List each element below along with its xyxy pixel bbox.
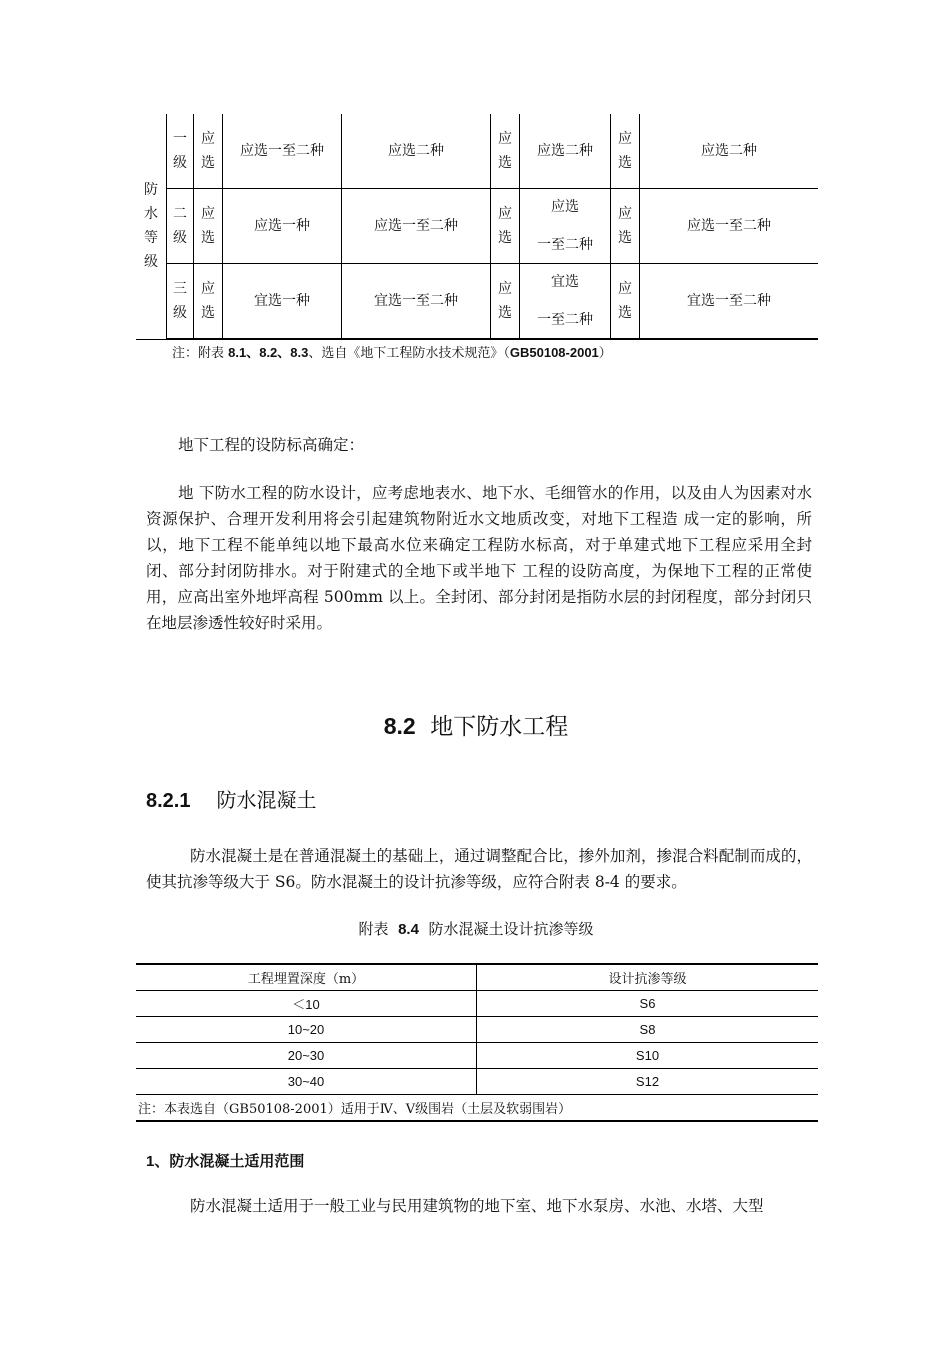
cell-line: 宜选 — [551, 274, 579, 290]
table-cell — [611, 189, 640, 264]
table-cell: 10~20 — [136, 1017, 477, 1043]
paragraph-title: 地下工程的设防标高确定： — [178, 436, 365, 454]
note-code: GB50108-2001 — [509, 345, 599, 360]
section-number: 8.2 — [383, 713, 416, 739]
cell-char: 应 — [201, 206, 215, 222]
note-refs: 8.1、8.2、8.3 — [228, 345, 309, 360]
cell-char: 级 — [173, 230, 187, 246]
table-row — [136, 1069, 818, 1095]
cell-line: 一至二种 — [537, 237, 593, 253]
cell-char: 二 — [173, 206, 187, 222]
note-text: 、选自《地下工程防水技术规范》（ — [308, 346, 510, 361]
cell-char: 应 — [201, 281, 215, 297]
cell-char: 选 — [618, 305, 632, 321]
table-cell — [491, 264, 520, 340]
table-cell — [491, 114, 520, 189]
side-label-char: 防 — [144, 182, 158, 199]
table-cell: 应选二种 — [520, 114, 611, 189]
subsection-title: 防水混凝土 — [216, 788, 317, 812]
table-row — [136, 189, 818, 264]
table-row — [136, 1043, 818, 1069]
table-row — [136, 991, 818, 1017]
table-row — [136, 264, 818, 340]
table-cell: 宜选一至二种 — [342, 264, 491, 340]
list-heading-title: 、防水混凝土适用范围 — [154, 1152, 305, 1170]
column-header: 工程埋置深度（m） — [136, 964, 477, 991]
cell-char: 一 — [173, 131, 187, 147]
side-label-char: 等 — [144, 230, 158, 247]
table-footnote-row — [136, 1095, 818, 1122]
table-cell: 宜选一种 — [223, 264, 342, 340]
table-header-row — [136, 964, 818, 991]
impermeability-grade-table — [136, 963, 818, 1122]
cell-char: 级 — [173, 305, 187, 321]
table-cell: 应选一至二种 — [223, 114, 342, 189]
cell-char: 应 — [618, 281, 632, 297]
cell-char: 选 — [201, 230, 215, 246]
table-cell: S12 — [477, 1069, 819, 1095]
paragraph: 地 下防水工程的防水设计，应考虑地表水、地下水、毛细管水的作用，以及由人为因素对水资源保护、合理开发利用将会引起建筑物附近水文地质改变，对地下工程造 成一定的影响，所以，地下工程不能单纯以地下最高水位来确定工程防水标高，对于单建式地下工程应采用全封闭、部分封闭防排水。对于附建式的全地下或半地下 工程的设防高度，为保地下工程的正常使用，应高出室外地坪高程 500mm 以上。全封闭、部分封闭是指防水层的封闭程度，部分封闭只在地层渗透性较好时采用。 — [146, 484, 812, 632]
cell-char: 应 — [498, 206, 512, 222]
table-cell — [194, 114, 223, 189]
note-prefix: 注：附表 — [172, 346, 229, 361]
paragraph: 防水混凝土适用于一般工业与民用建筑物的地下室、地下水泵房、水池、水塔、大型 — [190, 1197, 764, 1215]
table-cell — [520, 189, 611, 264]
section-title: 地下防水工程 — [430, 714, 569, 740]
table-cell: 应选一种 — [223, 189, 342, 264]
table-cell: 20~30 — [136, 1043, 477, 1069]
table-cell: 应选二种 — [640, 114, 819, 189]
cell-char: 选 — [618, 230, 632, 246]
caption-title: 防水混凝土设计抗渗等级 — [428, 920, 594, 938]
subsection-heading — [146, 784, 316, 813]
table-row — [136, 114, 818, 189]
column-header: 设计抗渗等级 — [477, 964, 819, 991]
table-cell — [611, 114, 640, 189]
section-heading — [0, 708, 952, 741]
table-cell: ＜10 — [136, 991, 477, 1017]
table-cell: 应选二种 — [342, 114, 491, 189]
cell-char: 选 — [498, 155, 512, 171]
table-cell: 应选一至二种 — [640, 189, 819, 264]
cell-char: 应 — [498, 281, 512, 297]
caption-number: 8.4 — [398, 921, 419, 938]
cell-char: 选 — [498, 305, 512, 321]
table-cell: 应选一至二种 — [342, 189, 491, 264]
grade-cell — [167, 264, 194, 340]
table-caption — [0, 918, 952, 939]
table-cell — [194, 264, 223, 340]
table-cell: 宜选一至二种 — [640, 264, 819, 340]
cell-char: 应 — [498, 131, 512, 147]
paragraph: 防水混凝土是在普通混凝土的基础上，通过调整配合比，掺外加剂，掺混合料配制而成的，使其抗渗等级大于 S6。防水混凝土的设计抗渗等级，应符合附表 8-4 的要求。 — [146, 847, 812, 891]
subsection-number: 8.2.1 — [146, 790, 191, 812]
side-label-char: 级 — [144, 254, 158, 271]
table-note — [172, 342, 612, 361]
caption-prefix: 附表 — [358, 920, 389, 938]
side-label-char: 水 — [144, 206, 158, 223]
table-row — [136, 1017, 818, 1043]
cell-line: 一至二种 — [537, 312, 593, 328]
cell-char: 应 — [618, 131, 632, 147]
cell-char: 三 — [173, 281, 187, 297]
cell-char: 级 — [173, 155, 187, 171]
table-cell — [611, 264, 640, 340]
cell-char: 选 — [618, 155, 632, 171]
table-cell: S10 — [477, 1043, 819, 1069]
cell-char: 选 — [201, 155, 215, 171]
list-heading — [146, 1150, 304, 1171]
waterproof-grade-label — [136, 114, 167, 339]
table-cell: S6 — [477, 991, 819, 1017]
cell-char: 选 — [201, 305, 215, 321]
cell-char: 应 — [201, 131, 215, 147]
table-footnote: 注：本表选自（GB50108-2001）适用于Ⅳ、Ⅴ级围岩（土层及软弱围岩） — [136, 1095, 818, 1122]
cell-char: 选 — [498, 230, 512, 246]
note-end: ） — [598, 346, 612, 361]
waterproof-grade-table — [136, 114, 818, 340]
list-heading-number: 1 — [146, 1153, 155, 1170]
grade-cell — [167, 114, 194, 189]
table-cell: S8 — [477, 1017, 819, 1043]
table-cell: 30~40 — [136, 1069, 477, 1095]
cell-line: 应选 — [551, 199, 579, 215]
table-cell — [491, 189, 520, 264]
table-cell — [194, 189, 223, 264]
grade-cell — [167, 189, 194, 264]
cell-char: 应 — [618, 206, 632, 222]
table-cell — [520, 264, 611, 340]
